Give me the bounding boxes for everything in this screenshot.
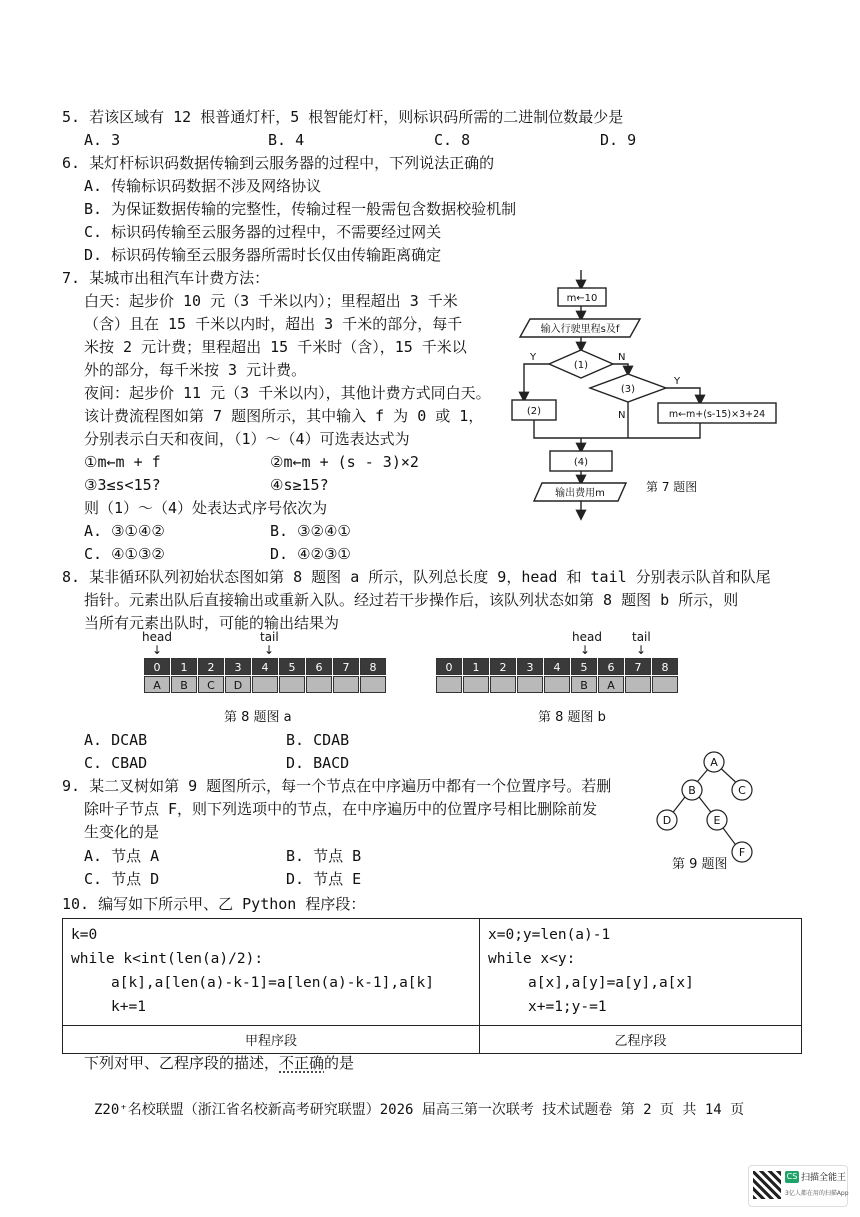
q7-expr-1: ①m←m + f xyxy=(84,453,161,471)
queue-index-cell: 7 xyxy=(625,658,651,675)
queue-index-cell: 8 xyxy=(652,658,678,675)
fc-box2: (2) xyxy=(526,406,542,417)
tree-label-f: F xyxy=(738,846,746,859)
prog-a-line-2: while k<int(len(a)/2): xyxy=(71,951,264,967)
q5-option-a: A. 3 xyxy=(84,131,121,149)
q7-ask: 则（1）～（4）处表达式序号依次为 xyxy=(84,499,328,517)
queue-value-cell xyxy=(463,676,489,693)
q8a-tail-label: tail xyxy=(260,630,279,644)
queue-index-cell: 5 xyxy=(279,658,305,675)
queue-value-cell: C xyxy=(198,676,224,693)
queue-value-cell xyxy=(306,676,332,693)
queue-value-cell xyxy=(652,676,678,693)
queue-index-cell: 0 xyxy=(144,658,170,675)
queue-value-cell: D xyxy=(225,676,251,693)
q8-option-b: B. CDAB xyxy=(286,731,350,749)
fc-box-right: m←m+(s-15)×3+24 xyxy=(668,409,766,420)
q8-stem-2: 指针。元素出队后直接输出或重新入队。经过若干步操作后，该队列状态如第 8 题图 b 所示，则 xyxy=(84,591,739,609)
q7-body-2: （含）且在 15 千米以内时，超出 3 千米的部分，每千 xyxy=(84,315,463,333)
q8-option-d: D. BACD xyxy=(286,754,350,772)
queue-index-cell: 7 xyxy=(333,658,359,675)
q6-option-d: D. 标识码传输至云服务器所需时长仅由传输距离确定 xyxy=(84,246,442,264)
q7-stem: 7. 某城市出租汽车计费方法： xyxy=(62,269,270,287)
q8a-head-label: head xyxy=(142,630,172,644)
q7-body-5: 夜间：起步价 11 元（3 千米以内），其他计费方式同白天。 xyxy=(84,384,491,402)
q9-stem-1: 9. 某二叉树如第 9 题图所示，每一个节点在中序遍历中都有一个位置序号。若删 xyxy=(62,777,612,795)
tree-label-a: A xyxy=(710,756,718,769)
q7-expr-2: ②m←m + (s - 3)×2 xyxy=(270,453,419,471)
queue-value-cell: B xyxy=(571,676,597,693)
queue-index-cell: 1 xyxy=(171,658,197,675)
q8-stem-3: 当所有元素出队时，可能的输出结果为 xyxy=(84,614,340,632)
queue-value-cell xyxy=(333,676,359,693)
watermark-subtitle: 3亿人都在用的扫描App xyxy=(785,1190,849,1197)
q8b-tail-arrow: ↓ xyxy=(636,643,647,657)
tree-label-e: E xyxy=(713,814,721,827)
queue-value-cell: B xyxy=(171,676,197,693)
q7-option-b: B. ③②④① xyxy=(270,522,351,540)
q8b-head-label: head xyxy=(572,630,602,644)
fc-y1: Y xyxy=(530,352,537,363)
queue-index-cell: 8 xyxy=(360,658,386,675)
q10-ask-emphasis: 不正确 xyxy=(279,1054,325,1072)
prog-a-label: 甲程序段 xyxy=(63,1026,480,1054)
q7-flowchart xyxy=(510,268,790,528)
camscanner-logo-icon: CS xyxy=(786,1172,798,1181)
q7-option-c: C. ④①③② xyxy=(84,545,165,563)
q9-option-d: D. 节点 E xyxy=(286,870,362,888)
q10-stem: 10. 编写如下所示甲、乙 Python 程序段： xyxy=(62,895,366,913)
q8-option-c: C. CBAD xyxy=(84,754,148,772)
q8a-head-arrow: ↓ xyxy=(152,643,163,657)
fc-output: 输出费用m xyxy=(555,488,605,499)
queue-index-cell: 2 xyxy=(198,658,224,675)
tree-label-c: C xyxy=(738,784,746,797)
queue-index-cell: 5 xyxy=(571,658,597,675)
prog-a-line-3: a[k],a[len(a)-k-1]=a[len(a)-k-1],a[k] xyxy=(111,975,435,991)
queue-index-cell: 3 xyxy=(517,658,543,675)
q7-option-d: D. ④②③① xyxy=(270,545,351,563)
q7-body-4: 外的部分，每千米按 3 元计费。 xyxy=(84,361,307,379)
queue-value-cell xyxy=(252,676,278,693)
q9-option-a: A. 节点 A xyxy=(84,847,160,865)
q9-option-c: C. 节点 D xyxy=(84,870,160,888)
q9-option-b: B. 节点 B xyxy=(286,847,362,865)
q6-stem: 6. 某灯杆标识码数据传输到云服务器的过程中，下列说法正确的 xyxy=(62,154,495,172)
queue-value-cell xyxy=(517,676,543,693)
q6-option-c: C. 标识码传输至云服务器的过程中，不需要经过网关 xyxy=(84,223,442,241)
queue-index-cell: 6 xyxy=(306,658,332,675)
queue-index-cell: 2 xyxy=(490,658,516,675)
prog-b-label: 乙程序段 xyxy=(480,1026,802,1054)
q10-ask xyxy=(84,1052,354,1074)
q7-expr-3: ③3≤s<15? xyxy=(84,476,161,494)
queue-index-cell: 3 xyxy=(225,658,251,675)
q7-body-6: 该计费流程图如第 7 题图所示，其中输入 f 为 0 或 1， xyxy=(84,407,484,425)
prog-b-line-1: x=0;y=len(a)-1 xyxy=(488,927,611,943)
q7-option-a: A. ③①④② xyxy=(84,522,165,540)
q10-ask-prefix: 下列对甲、乙程序段的描述， xyxy=(84,1054,280,1072)
qr-code-icon xyxy=(753,1171,781,1199)
queue-value-cell xyxy=(625,676,651,693)
queue-index-cell: 4 xyxy=(252,658,278,675)
prog-a-line-1: k=0 xyxy=(71,927,98,943)
prog-b-cell xyxy=(480,919,802,1026)
prog-b-line-3: a[x],a[y]=a[y],a[x] xyxy=(528,975,694,991)
prog-a-cell xyxy=(63,919,480,1026)
q10-ask-suffix: 的是 xyxy=(324,1054,355,1072)
q8-stem-1: 8. 某非循环队列初始状态图如第 8 题图 a 所示，队列总长度 9，head 和 tail 分别表示队首和队尾 xyxy=(62,568,771,586)
q8-caption-a: 第 8 题图 a xyxy=(224,710,292,725)
prog-a-line-4: k+=1 xyxy=(111,999,146,1015)
queue-value-cell: A xyxy=(144,676,170,693)
q5-option-b: B. 4 xyxy=(268,131,305,149)
fc-d1: (1) xyxy=(573,360,589,371)
queue-index-cell: 0 xyxy=(436,658,462,675)
q6-option-b: B. 为保证数据传输的完整性，传输过程一般需包含数据校验机制 xyxy=(84,200,517,218)
q9-caption: 第 9 题图 xyxy=(672,857,728,872)
q6-option-a: A. 传输标识码数据不涉及网络协议 xyxy=(84,177,322,195)
q7-expr-4: ④s≥15? xyxy=(270,476,329,494)
q7-body-7: 分别表示白天和夜间，（1）～（4）可选表达式为 xyxy=(84,430,410,448)
fc-box4: (4) xyxy=(573,457,589,468)
q8b-tail-label: tail xyxy=(632,630,651,644)
q10-program-table xyxy=(62,918,802,1054)
q9-stem-3: 生变化的是 xyxy=(84,823,160,841)
queue-value-cell xyxy=(544,676,570,693)
scanner-watermark xyxy=(748,1165,848,1207)
q7-body-3: 米按 2 元计费；里程超出 15 千米时（含），15 千米以 xyxy=(84,338,467,356)
queue-value-cell xyxy=(436,676,462,693)
fc-input: 输入行驶里程s及f xyxy=(540,324,620,335)
q9-stem-2: 除叶子节点 F，则下列选项中的节点，在中序遍历中的位置序号相比删除前发 xyxy=(84,800,598,818)
queue-value-cell xyxy=(490,676,516,693)
watermark-title: 扫描全能王 xyxy=(801,1173,847,1183)
tree-label-b: B xyxy=(688,784,696,797)
fc-d3: (3) xyxy=(620,384,636,395)
page-footer: Z20⁺名校联盟（浙江省名校新高考研究联盟）2026 届高三第一次联考 技术试题卷 第 2 页 共 14 页 xyxy=(94,1102,745,1118)
queue-value-cell xyxy=(360,676,386,693)
fc-y3: Y xyxy=(674,376,681,387)
q5-stem: 5. 若该区域有 12 根普通灯杆，5 根智能灯杆，则标识码所需的二进制位数最少是 xyxy=(62,108,624,126)
queue-index-cell: 1 xyxy=(463,658,489,675)
fc-init: m←10 xyxy=(566,293,598,304)
queue-index-cell: 6 xyxy=(598,658,624,675)
q7-body-1: 白天：起步价 10 元（3 千米以内）；里程超出 3 千米 xyxy=(84,292,458,310)
q5-option-d: D. 9 xyxy=(600,131,637,149)
prog-b-line-4: x+=1;y-=1 xyxy=(528,999,607,1015)
fc-n3: N xyxy=(618,410,626,421)
q5-option-c: C. 8 xyxy=(434,131,471,149)
queue-index-cell: 4 xyxy=(544,658,570,675)
tree-label-d: D xyxy=(662,814,672,827)
fc-caption: 第 7 题图 xyxy=(646,480,698,494)
q8-option-a: A. DCAB xyxy=(84,731,148,749)
queue-value-cell xyxy=(279,676,305,693)
q8b-head-arrow: ↓ xyxy=(580,643,591,657)
q8a-tail-arrow: ↓ xyxy=(264,643,275,657)
fc-n1: N xyxy=(618,352,626,363)
prog-b-line-2: while x<y: xyxy=(488,951,576,967)
q8-caption-b: 第 8 题图 b xyxy=(538,710,606,725)
queue-value-cell: A xyxy=(598,676,624,693)
